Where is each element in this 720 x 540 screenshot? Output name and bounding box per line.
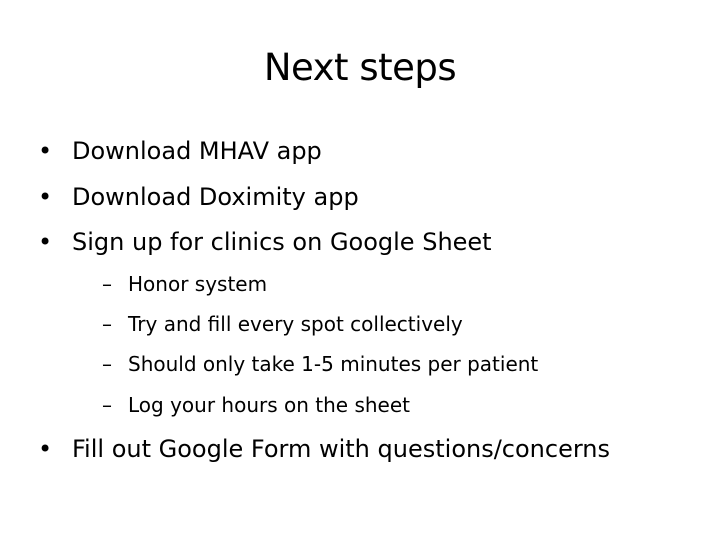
dash-icon: –	[102, 393, 112, 417]
list-item-text: Download MHAV app	[72, 137, 322, 165]
dash-icon: –	[102, 352, 112, 376]
bullet-icon: •	[38, 435, 53, 463]
sub-list-item-text: Log your hours on the sheet	[128, 393, 410, 417]
list-item	[38, 434, 610, 464]
list-item-text: Sign up for clinics on Google Sheet	[72, 228, 492, 256]
sub-list-item	[102, 271, 267, 297]
sub-list-item	[102, 392, 410, 418]
bullet-icon: •	[38, 228, 53, 256]
bullet-icon: •	[38, 137, 53, 165]
list-item-text: Download Doximity app	[72, 183, 359, 211]
sub-list-item	[102, 311, 463, 337]
list-item	[38, 227, 492, 257]
dash-icon: –	[102, 312, 112, 336]
sub-list-item-text: Try and fill every spot collectively	[128, 312, 463, 336]
bullet-icon: •	[38, 183, 53, 211]
slide-title: Next steps	[263, 46, 457, 89]
list-item	[38, 136, 322, 166]
list-item	[38, 182, 359, 212]
list-item-text: Fill out Google Form with questions/concerns	[72, 435, 611, 463]
sub-list-item	[102, 351, 538, 377]
sub-list-item-text: Honor system	[128, 272, 268, 296]
dash-icon: –	[102, 272, 112, 296]
sub-list-item-text: Should only take 1-5 minutes per patient	[128, 352, 539, 376]
